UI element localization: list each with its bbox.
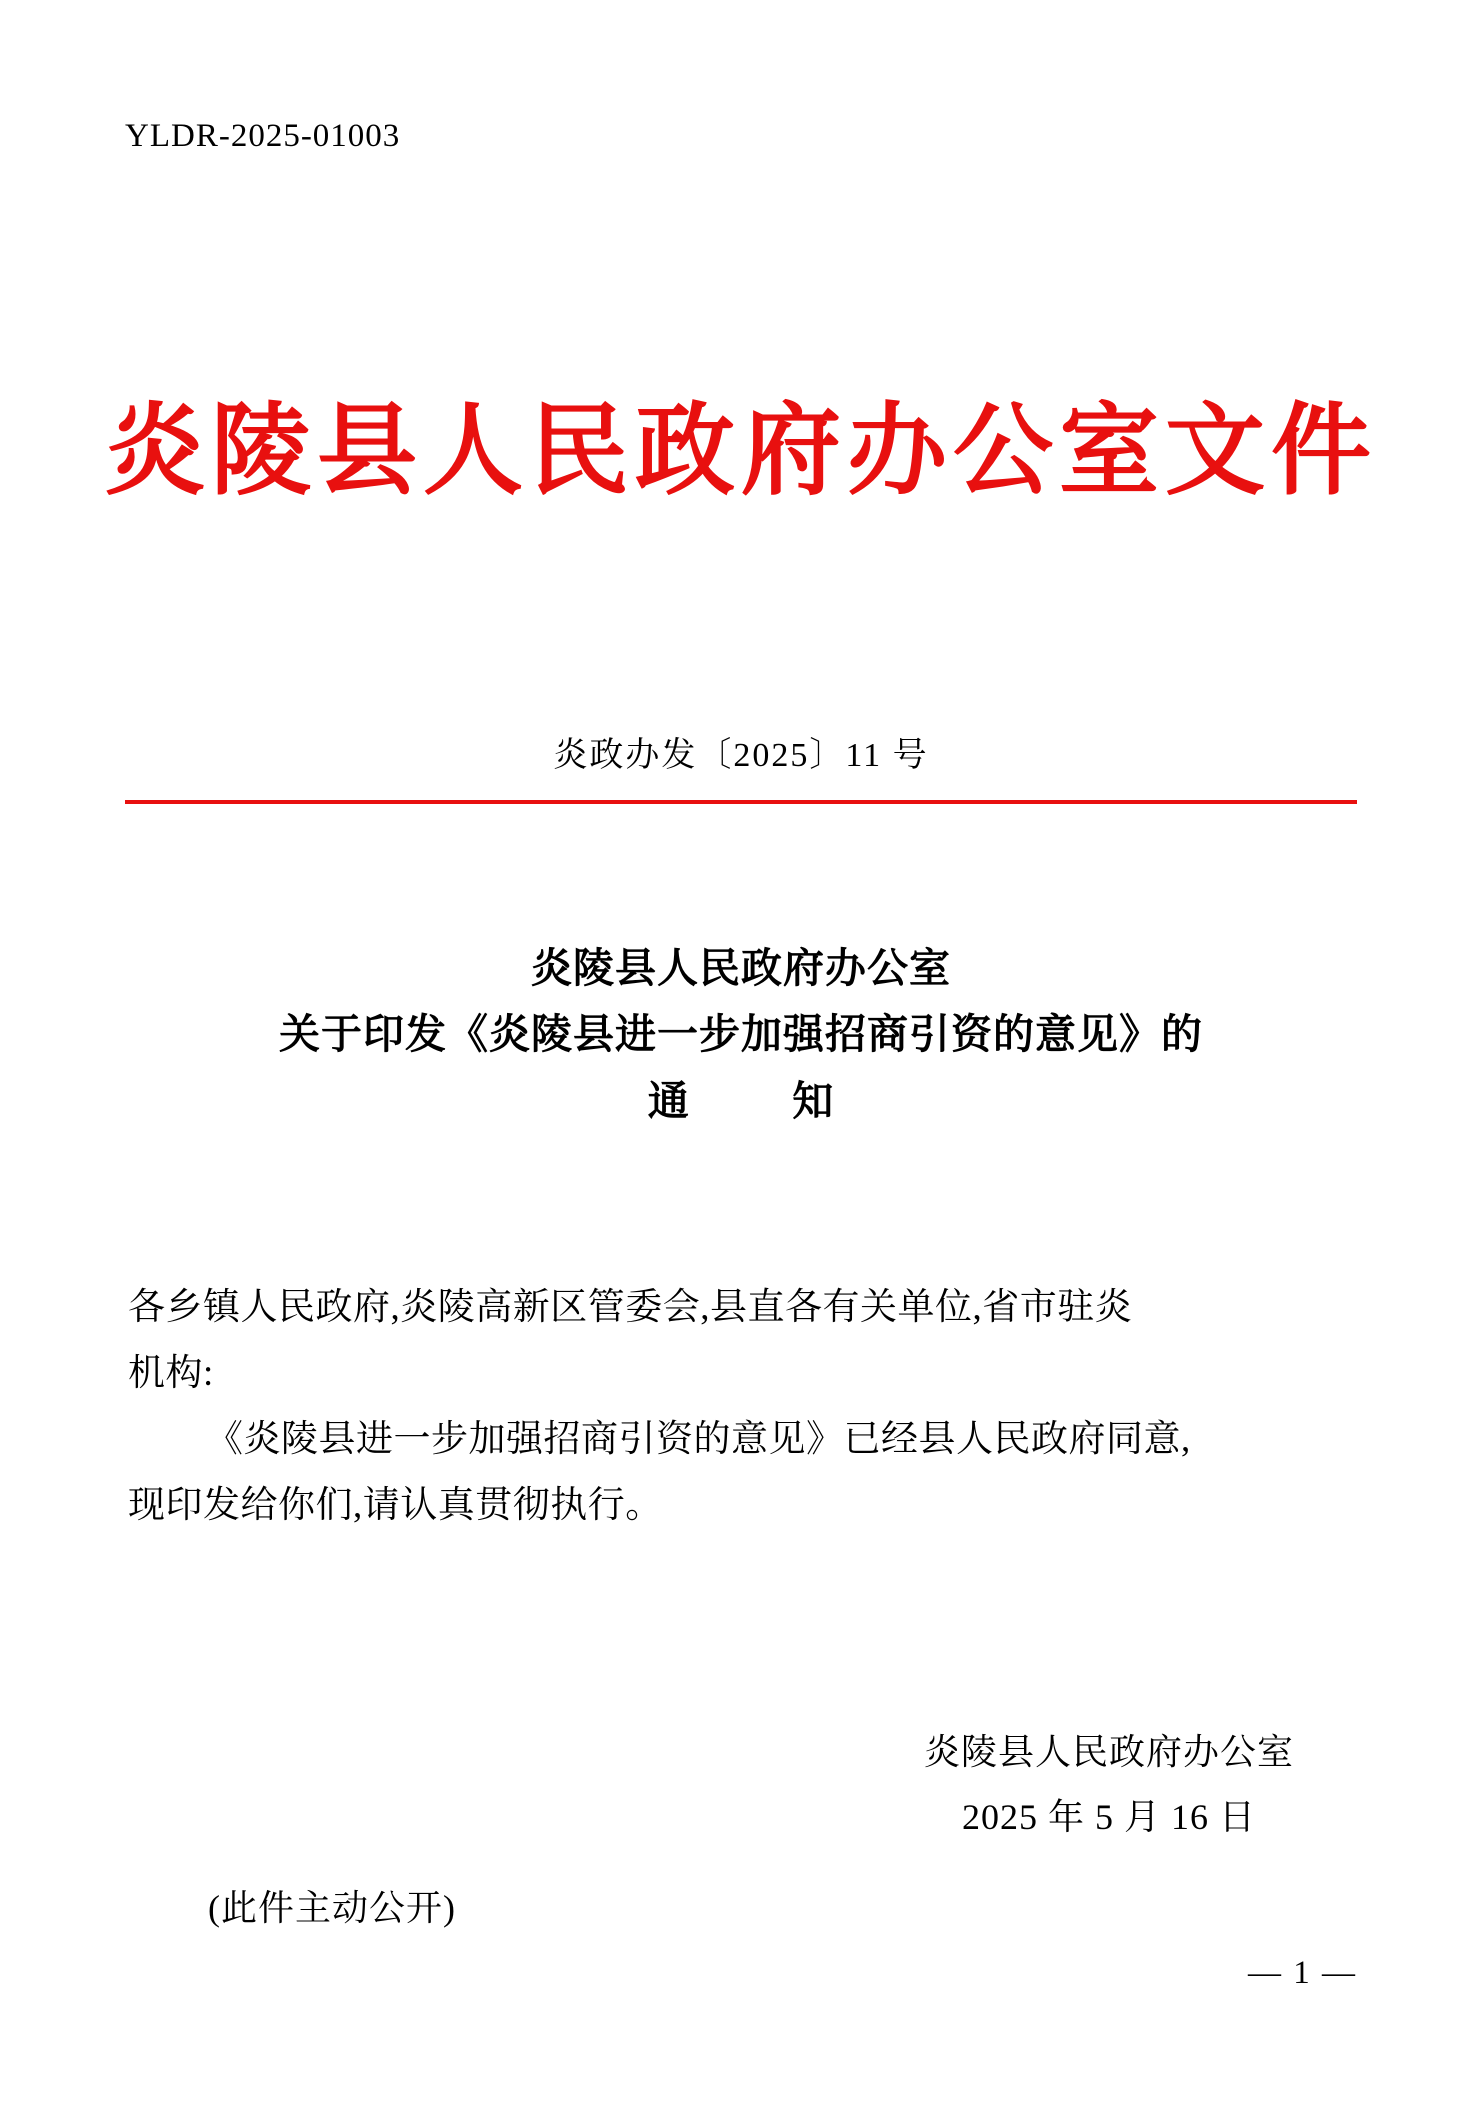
body-paragraph-1-line-2: 机构: bbox=[128, 1352, 214, 1394]
body-paragraph-2-line-1: 《炎陵县进一步加强招商引资的意见》已经县人民政府同意, bbox=[206, 1418, 1191, 1460]
document-title-line-3 bbox=[125, 1068, 1357, 1134]
document-title bbox=[125, 935, 1357, 1134]
public-disclosure-note: (此件主动公开) bbox=[208, 1888, 456, 1928]
document-title-line-2: 关于印发《炎陵县进一步加强招商引资的意见》的 bbox=[279, 1010, 1203, 1059]
red-divider bbox=[125, 800, 1357, 804]
signature-date: 2025 年 5 月 16 日 bbox=[961, 1796, 1256, 1837]
masthead-title: 炎陵县人民政府办公室文件 bbox=[105, 391, 1377, 509]
signer-name: 炎陵县人民政府办公室 bbox=[923, 1732, 1294, 1772]
body-paragraph-1-line-1: 各乡镇人民政府,炎陵高新区管委会,县直各有关单位,省市驻炎 bbox=[128, 1287, 1133, 1328]
document-title-line-3-part-2: 知 bbox=[792, 1076, 835, 1125]
page-number: — 1 — bbox=[1248, 1955, 1357, 1991]
document-code: YLDR-2025-01003 bbox=[125, 118, 401, 154]
document-title-line-3-part-1: 通 bbox=[647, 1076, 690, 1125]
document-body bbox=[128, 1275, 1353, 1538]
signature-block bbox=[924, 1720, 1294, 1850]
document-title-line-1: 炎陵县人民政府办公室 bbox=[531, 944, 951, 992]
body-paragraph-2-line-2: 现印发给你们,请认真贯彻执行。 bbox=[128, 1484, 663, 1526]
issue-number: 炎政办发〔2025〕11 号 bbox=[553, 737, 929, 774]
